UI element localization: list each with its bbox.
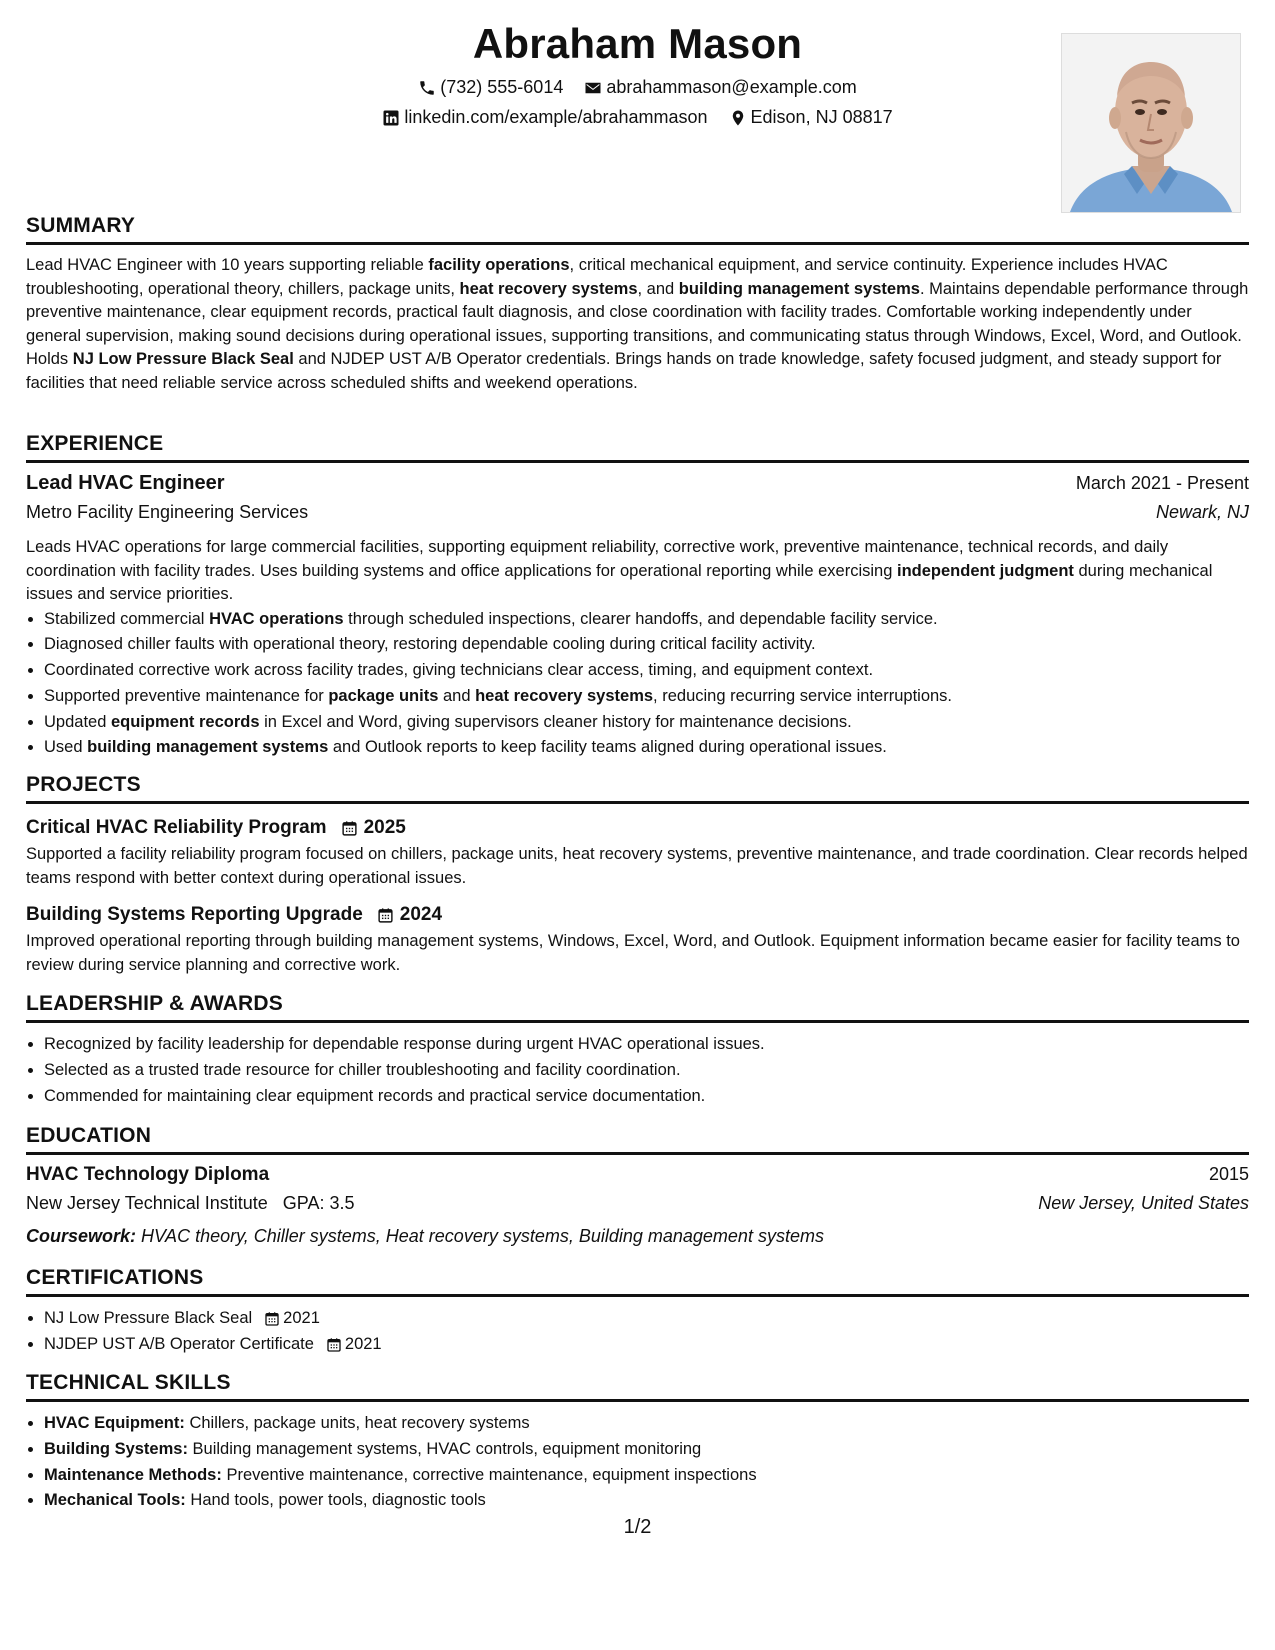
skill-label: Maintenance Methods:: [44, 1465, 222, 1484]
list-item: • Commended for maintaining clear equipment records and practical service documentation.: [44, 1084, 1249, 1110]
job-header-row: [26, 472, 1249, 502]
bullet-text: and: [438, 686, 476, 705]
list-item: • Selected as a trusted trade resource for chiller troubleshooting and facility coordination.: [44, 1058, 1249, 1084]
summary-text-part: , and: [637, 279, 679, 298]
list-item: [44, 710, 1249, 736]
list-item: [44, 1463, 1249, 1489]
skills-section: [26, 1371, 1249, 1514]
bullet-text: Diagnosed chiller faults with operational theory, restoring dependable cooling during critical facility activity.: [44, 635, 816, 654]
calendar-icon: [326, 1337, 342, 1353]
bullet-text: Supported preventive maintenance for: [44, 686, 329, 705]
bullet-keyword: heat recovery systems: [475, 686, 654, 705]
list-item: • Recognized by facility leadership for dependable response during urgent HVAC operational issues.: [44, 1032, 1249, 1058]
project-description: Improved operational reporting through building management systems, Windows, Excel, Word, and Outlook. Equipment information became easier for facility teams to review during service planning and corrective work.: [26, 932, 1240, 974]
summary-text-part: , critical mechanical equipment, and service continuity. Experience includes HVAC troubleshooting, operational theory, chillers, package units,: [26, 256, 1168, 298]
list-item: [44, 684, 1249, 710]
school-info: [26, 1193, 355, 1214]
leadership-section: [26, 992, 1249, 1109]
certifications-heading: CERTIFICATIONS: [26, 1266, 1249, 1297]
linkedin-icon: [382, 109, 400, 127]
project-year: 2025: [363, 817, 406, 838]
summary-keyword: NJ Low Pressure Black Seal: [72, 350, 294, 368]
skill-label: Building Systems:: [44, 1439, 188, 1458]
resume-header: [26, 20, 1249, 220]
summary-text-part: and NJDEP UST A/B Operator credentials. Brings hands on trade knowledge, safety focused judgment, and steady support for facilities that need reliable service across scheduled shifts and weekend operations.: [26, 350, 1222, 392]
experience-bullets: [26, 607, 1249, 762]
project-description: Supported a facility reliability program focused on chillers, package units, heat recovery systems, preventive maintenance, and trade coordination. Clear records helped teams respond with better context during operational issues.: [26, 845, 1248, 887]
degree-name: HVAC Technology Diploma: [26, 1164, 270, 1185]
coursework-list: HVAC theory, Chiller systems, Heat recovery systems, Building management systems: [141, 1226, 824, 1246]
project-year: 2024: [399, 904, 443, 925]
school-name: New Jersey Technical Institute: [26, 1193, 268, 1213]
skills-list: [26, 1411, 1249, 1514]
projects-heading: PROJECTS: [26, 773, 1249, 804]
skill-label: HVAC Equipment:: [44, 1414, 185, 1432]
location-text: Edison, NJ 08817: [750, 107, 893, 127]
project-item: [26, 813, 1249, 890]
certifications-list: [26, 1306, 1249, 1358]
skills-heading: TECHNICAL SKILLS: [26, 1371, 1249, 1402]
job-keyword: independent judgment: [896, 561, 1074, 580]
bullet-text: in Excel and Word, giving supervisors cleaner history for maintenance decisions.: [259, 712, 852, 731]
summary-section: [26, 214, 1249, 395]
coursework-line: [26, 1222, 1249, 1251]
bullet-text: Used: [44, 738, 88, 757]
company-name: Metro Facility Engineering Services: [26, 502, 309, 522]
resume-page: [26, 0, 1249, 1650]
bullet-keyword: equipment records: [110, 712, 260, 731]
certification-name: • NJDEP UST A/B Operator Certificate: [44, 1334, 314, 1353]
skill-value: Building management systems, HVAC controls, equipment monitoring: [192, 1439, 702, 1458]
phone-number: (732) 555-6014: [440, 77, 564, 97]
education-school-row: [26, 1193, 1249, 1222]
calendar-icon: [264, 1311, 280, 1327]
certification-entry: [44, 1306, 320, 1332]
projects-section: [26, 773, 1249, 977]
bullet-keyword: HVAC operations: [209, 609, 344, 628]
phone-contact[interactable]: [418, 77, 563, 98]
map-pin-icon: [729, 109, 747, 127]
job-description-part: during mechanical issues and service priorities.: [26, 561, 1213, 603]
education-section: [26, 1124, 1249, 1251]
skill-value: Hand tools, power tools, diagnostic tools: [190, 1491, 486, 1510]
list-item: [44, 1306, 1249, 1332]
job-company-row: [26, 502, 1249, 532]
graduation-year: 2015: [1208, 1164, 1249, 1184]
list-item: [44, 1332, 1249, 1358]
certification-year: 2021: [344, 1334, 382, 1353]
list-item: [44, 1411, 1249, 1437]
list-item: [44, 658, 1249, 684]
bullet-text: through scheduled inspections, clearer handoffs, and dependable facility service.: [343, 609, 938, 628]
project-item: [26, 900, 1249, 977]
summary-heading: SUMMARY: [26, 214, 1249, 245]
job-dates: March 2021 - Present: [1075, 473, 1249, 493]
certification-entry: [44, 1332, 382, 1358]
summary-keyword: facility operations: [428, 256, 570, 274]
summary-text: [26, 254, 1249, 395]
bullet-text: and Outlook reports to keep facility teams aligned during operational issues.: [328, 738, 887, 757]
profile-photo: [1061, 33, 1241, 213]
summary-keyword: heat recovery systems: [459, 279, 638, 298]
job-description: [26, 536, 1249, 607]
leadership-bullets: [26, 1032, 1249, 1109]
certifications-section: [26, 1266, 1249, 1358]
linkedin-url: linkedin.com/example/abrahammason: [404, 107, 708, 127]
location-contact: [729, 107, 893, 128]
list-item: [44, 607, 1249, 633]
candidate-name: Abraham Mason: [472, 20, 803, 67]
calendar-icon: [377, 907, 394, 924]
school-location: New Jersey, United States: [1038, 1193, 1249, 1213]
gpa: GPA: 3.5: [282, 1193, 355, 1213]
job-title: Lead HVAC Engineer: [26, 472, 225, 494]
list-item: [44, 735, 1249, 761]
list-item: [44, 1488, 1249, 1514]
bullet-text: Coordinated corrective work across facility trades, giving technicians clear access, timing, and equipment context.: [44, 661, 874, 680]
experience-heading: EXPERIENCE: [26, 432, 1249, 463]
calendar-icon: [341, 820, 358, 837]
project-name: Critical HVAC Reliability Program: [26, 817, 327, 838]
project-title-row: [26, 813, 1249, 843]
bullet-text: , reducing recurring service interruptions.: [653, 686, 953, 705]
project-name: Building Systems Reporting Upgrade: [26, 904, 363, 925]
certification-name: • NJ Low Pressure Black Seal: [44, 1309, 253, 1327]
education-header-row: [26, 1164, 1249, 1193]
list-item: [44, 632, 1249, 658]
bullet-text: Updated: [44, 712, 111, 731]
summary-keyword: building management systems: [678, 279, 920, 298]
experience-section: [26, 432, 1249, 761]
email-contact[interactable]: [584, 77, 856, 98]
linkedin-contact[interactable]: [382, 107, 707, 128]
skill-value: Preventive maintenance, corrective maintenance, equipment inspections: [226, 1465, 757, 1484]
leadership-heading: LEADERSHIP & AWARDS: [26, 992, 1249, 1023]
envelope-icon: [584, 79, 602, 97]
summary-text-part: Lead HVAC Engineer with 10 years supporting reliable: [26, 256, 429, 274]
coursework-label: Coursework:: [26, 1226, 137, 1246]
job-description-part: Leads HVAC operations for large commercial facilities, supporting equipment reliability, corrective work, preventive maintenance, technical records, and daily coordination with facility trades. Uses building systems and office applications for operational reporting while exercising: [26, 538, 1169, 580]
skill-label: Mechanical Tools:: [44, 1491, 186, 1510]
certification-year: 2021: [283, 1309, 320, 1327]
job-location: Newark, NJ: [1155, 502, 1249, 522]
bullet-keyword: building management systems: [87, 738, 329, 757]
skill-value: Chillers, package units, heat recovery systems: [189, 1414, 530, 1432]
bullet-keyword: package units: [328, 686, 439, 705]
phone-icon: [418, 79, 436, 97]
project-title-row: [26, 900, 1249, 930]
page-indicator: 1/2: [623, 1516, 652, 1538]
email-address: abrahammason@example.com: [606, 77, 857, 97]
education-heading: EDUCATION: [26, 1124, 1249, 1155]
summary-text-part: . Maintains dependable performance through preventive maintenance, clear equipment records, practical fault diagnosis, and close coordination with facility trades. Comfortable working independently under general supervision, making sound decisions during operational issues, supporting transitions, and communicating status through Windows, Excel, Word, and Outlook. Holds: [26, 279, 1249, 368]
list-item: [44, 1437, 1249, 1463]
portrait-image: [1062, 34, 1240, 212]
bullet-text: Stabilized commercial: [44, 609, 210, 628]
